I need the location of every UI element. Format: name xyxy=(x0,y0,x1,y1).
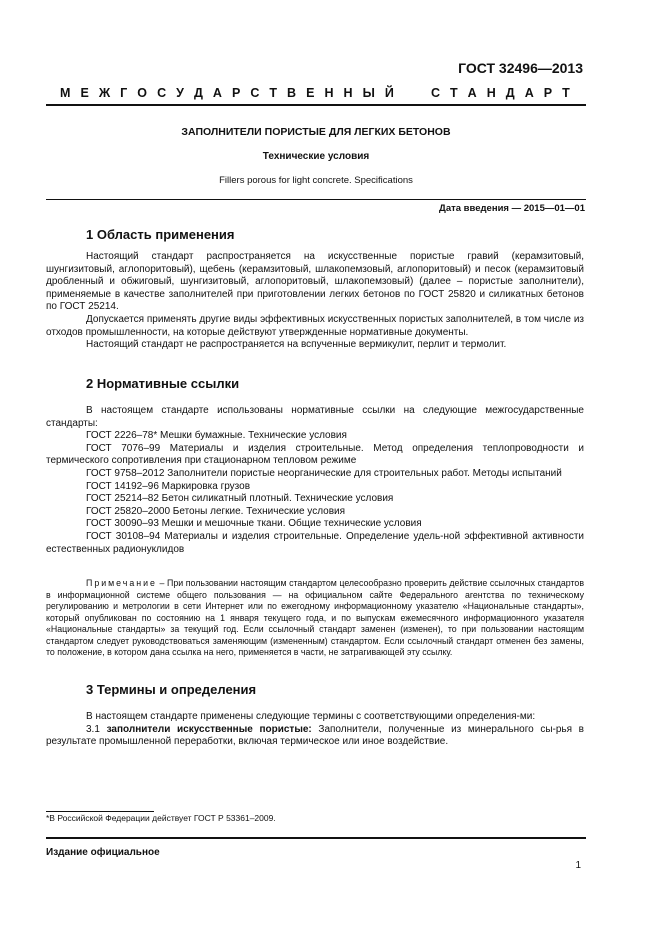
page-number: 1 xyxy=(575,860,581,871)
banner-letter: Р xyxy=(543,86,553,100)
banner-letter: С xyxy=(250,86,260,100)
banner-letter: Ж xyxy=(98,86,111,100)
banner-letter: Р xyxy=(231,86,241,100)
document-title-english: Fillers porous for light concrete. Specifications xyxy=(219,175,413,186)
reference-item: ГОСТ 9758–2012 Заполнители пористые неорганические для строительных работ. Методы испытаний xyxy=(86,467,562,479)
banner-letter: А xyxy=(524,86,534,100)
note-text: – При пользовании настоящим стандартом целесообразно проверить действие ссылочных стандартов в информационной системе общего пользования — на официальном сайте Федерального агентства по техническому регулированию и метрологии в сети Интернет или по ежегодному информационному указателю «Национальные стандарты», который опубликован по состоянию на 1 января текущего года, и по выпускам ежемесячного информационного указателя «Национальные стандарты» за текущий год. Если ссылочный стандарт заменен (изменен), то при пользовании настоящим стандартом следует руководствоваться заменяющим (измененным) стандартом. Если ссылочный стандарт отменен без замены, то положение, в котором дана ссылка на него, применяется в части, не затрагивающей эту ссылку. xyxy=(46,578,584,657)
section-2-heading: 2 Нормативные ссылки xyxy=(86,376,240,391)
term: заполнители искусственные пористые: xyxy=(106,723,312,735)
interstate-standard-banner xyxy=(60,86,570,100)
reference-item: ГОСТ 2226–78* Мешки бумажные. Технические условия xyxy=(86,430,347,442)
banner-letter: Д xyxy=(505,86,515,100)
definition: Заполнители, полученные из минерального сы-рья в результате промышленной переработки, включая термическое или иное воздействие. xyxy=(46,723,584,748)
banner-letter: Й xyxy=(384,86,394,100)
reference-item: ГОСТ 25820–2000 Бетоны легкие. Технические условия xyxy=(86,505,346,517)
paragraph: В настоящем стандарте использованы нормативные ссылки на следующие межгосударственные стандарты: xyxy=(46,405,584,429)
gost-number: ГОСТ 32496—2013 xyxy=(458,60,583,76)
banner-letter: Т xyxy=(269,86,278,100)
banner-letter: Т xyxy=(562,86,570,100)
banner-letter: Т xyxy=(450,86,458,100)
section-1-body xyxy=(46,251,584,352)
middle-rule xyxy=(46,199,586,200)
banner-letter: М xyxy=(60,86,71,100)
banner-letter: А xyxy=(212,86,222,100)
section-3-body xyxy=(46,711,584,749)
banner-letter: Н xyxy=(324,86,334,100)
official-edition-label: Издание официальное xyxy=(46,847,160,858)
banner-letter: Н xyxy=(486,86,496,100)
reference-item: ГОСТ 25214–82 Бетон силикатный плотный. Технические условия xyxy=(86,493,394,505)
reference-item: ГОСТ 7076–99 Материалы и изделия строительные. Метод определения теплопроводности и термического сопротивления при стационарном тепловом режиме xyxy=(46,442,584,467)
banner-letter: Г xyxy=(120,86,128,100)
banner-letter: В xyxy=(287,86,297,100)
footnote: *В Российской Федерации действует ГОСТ Р 53361–2009. xyxy=(46,813,276,823)
reference-item: ГОСТ 14192–96 Маркировка грузов xyxy=(86,480,251,492)
bottom-rule xyxy=(46,837,586,839)
introduction-date: Дата введения — 2015—01—01 xyxy=(439,203,585,214)
banner-letter: Ы xyxy=(362,86,375,100)
section-2-body xyxy=(46,405,584,556)
banner-letter: Н xyxy=(343,86,353,100)
paragraph: В настоящем стандарте применены следующие термины с соответствующими определения-ми: xyxy=(86,711,536,722)
section-1-heading: 1 Область применения xyxy=(86,227,235,242)
banner-letter: У xyxy=(176,86,184,100)
reference-item: ГОСТ 30090–93 Мешки и мешочные ткани. Общие технические условия xyxy=(86,518,422,530)
paragraph: Настоящий стандарт не распространяется на вспученные вермикулит, перлит и термолит. xyxy=(86,339,507,351)
banner-letter: С xyxy=(157,86,167,100)
banner-letter: О xyxy=(137,86,148,100)
note-label: Примечание xyxy=(86,578,157,588)
banner-letter: С xyxy=(430,86,440,100)
paragraph: Настоящий стандарт распространяется на искусственные пористые гравий (керамзитовый, шунгизитовый, аглопоритовый), щебень (керамзитовый, шлакопемзовый, аглопоритовый) и песок (керамзитовый дробленный и обжиговый, шунгизитовый, аглопоритовый, шлакопемзовый) (далее – пористые заполнители), применяемые в качестве заполнителей при приготовлении легких бетонов по ГОСТ 25820 и силикатных бетонов по ГОСТ 25214. xyxy=(46,251,584,313)
term-number: 3.1 xyxy=(86,723,107,735)
banner-letter: Е xyxy=(80,86,89,100)
banner-letter xyxy=(404,86,407,100)
reference-item: ГОСТ 30108–94 Материалы и изделия строительные. Определение удель-ной эффективной активности естественных радионуклидов xyxy=(46,530,584,555)
section-3-heading: 3 Термины и определения xyxy=(86,682,257,697)
footnote-rule xyxy=(46,811,154,812)
document-subtitle: Технические условия xyxy=(262,151,370,162)
banner-letter: А xyxy=(467,86,477,100)
term-definition xyxy=(46,724,584,749)
banner-letter: Е xyxy=(306,86,315,100)
banner-letter: Д xyxy=(193,86,203,100)
document-title: ЗАПОЛНИТЕЛИ ПОРИСТЫЕ ДЛЯ ЛЕГКИХ БЕТОНОВ xyxy=(181,126,451,138)
banner-letter xyxy=(417,86,420,100)
top-rule xyxy=(46,104,586,106)
paragraph: Допускается применять другие виды эффективных искусственных пористых заполнителей, в том числе из отходов промышленности, на которые действуют утвержденные нормативные документы. xyxy=(46,313,584,338)
note xyxy=(46,578,584,659)
